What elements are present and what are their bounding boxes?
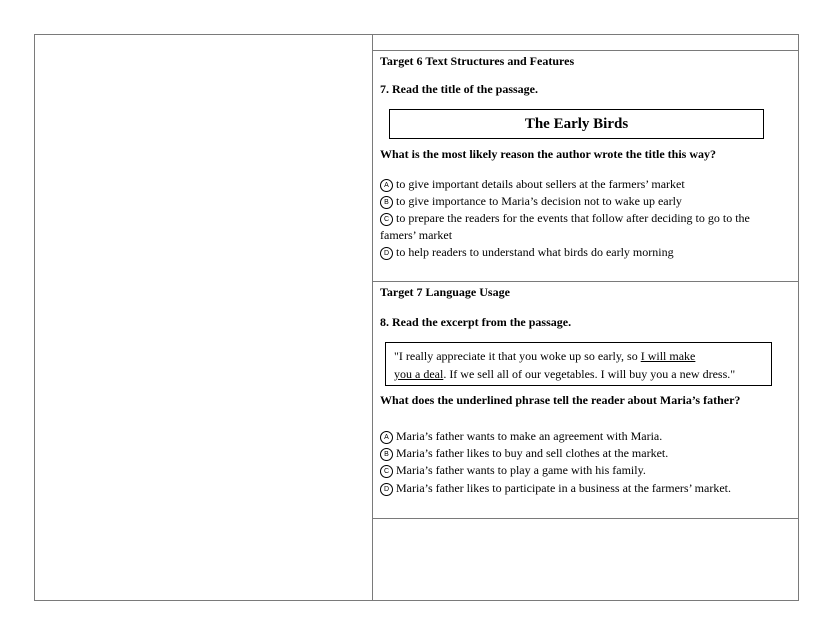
row-divider-middle (372, 281, 799, 282)
option-a-bubble-icon[interactable]: A (380, 431, 393, 444)
excerpt-underlined-phrase-part-2: you a deal (394, 367, 444, 381)
row-divider-top (372, 50, 799, 51)
q8-option-a[interactable] (380, 429, 662, 444)
excerpt-line-1-text: "I really appreciate it that you woke up so early, so (394, 349, 641, 363)
row-divider-bottom (372, 518, 799, 519)
q7-option-b-text: to give importance to Maria’s decision not to wake up early (396, 194, 682, 208)
option-a-bubble-icon[interactable]: A (380, 179, 393, 192)
question-8-text: What does the underlined phrase tell the reader about Maria’s father? (380, 393, 741, 407)
passage-title: The Early Birds (524, 115, 629, 132)
question-8-intro: 8. Read the excerpt from the passage. (380, 315, 572, 329)
q7-option-d-text: to help readers to understand what birds do early morning (396, 245, 674, 259)
target-6-heading: Target 6 Text Structures and Features (380, 54, 575, 68)
question-7-text: What is the most likely reason the author wrote the title this way? (380, 147, 716, 161)
q7-option-a[interactable] (380, 177, 685, 192)
q7-option-c[interactable] (380, 211, 750, 226)
excerpt-line-2-text: . If we sell all of our vegetables. I will buy you a new dress." (443, 367, 736, 381)
passage-title-box (389, 109, 764, 139)
q8-option-d[interactable] (380, 481, 731, 496)
q7-option-b[interactable] (380, 194, 682, 209)
q8-option-b[interactable] (380, 446, 668, 461)
excerpt-line-1 (394, 347, 763, 365)
q7-option-c-text: to prepare the readers for the events that follow after deciding to go to the (396, 211, 750, 225)
excerpt-underlined-phrase-part-1: I will make (640, 349, 696, 363)
option-b-bubble-icon[interactable]: B (380, 448, 393, 461)
target-7-heading: Target 7 Language Usage (380, 285, 510, 299)
column-divider (372, 34, 373, 601)
excerpt-line-2 (394, 365, 763, 383)
q7-option-a-text: to give important details about sellers at the farmers’ market (396, 177, 685, 191)
q8-option-c-text: Maria’s father wants to play a game with his family. (396, 463, 646, 477)
q8-option-d-text: Maria’s father likes to participate in a business at the farmers’ market. (396, 481, 731, 495)
option-d-bubble-icon[interactable]: D (380, 247, 393, 260)
q8-option-b-text: Maria’s father likes to buy and sell clothes at the market. (396, 446, 669, 460)
option-d-bubble-icon[interactable]: D (380, 483, 393, 496)
q7-option-c-continuation: famers’ market (380, 228, 453, 242)
option-c-bubble-icon[interactable]: C (380, 465, 393, 478)
option-c-bubble-icon[interactable]: C (380, 213, 393, 226)
option-b-bubble-icon[interactable]: B (380, 196, 393, 209)
excerpt-box (385, 342, 772, 386)
question-7-intro: 7. Read the title of the passage. (380, 82, 538, 96)
q8-option-a-text: Maria’s father wants to make an agreement with Maria. (396, 429, 663, 443)
q8-option-c[interactable] (380, 463, 646, 478)
q7-option-d[interactable] (380, 245, 674, 260)
